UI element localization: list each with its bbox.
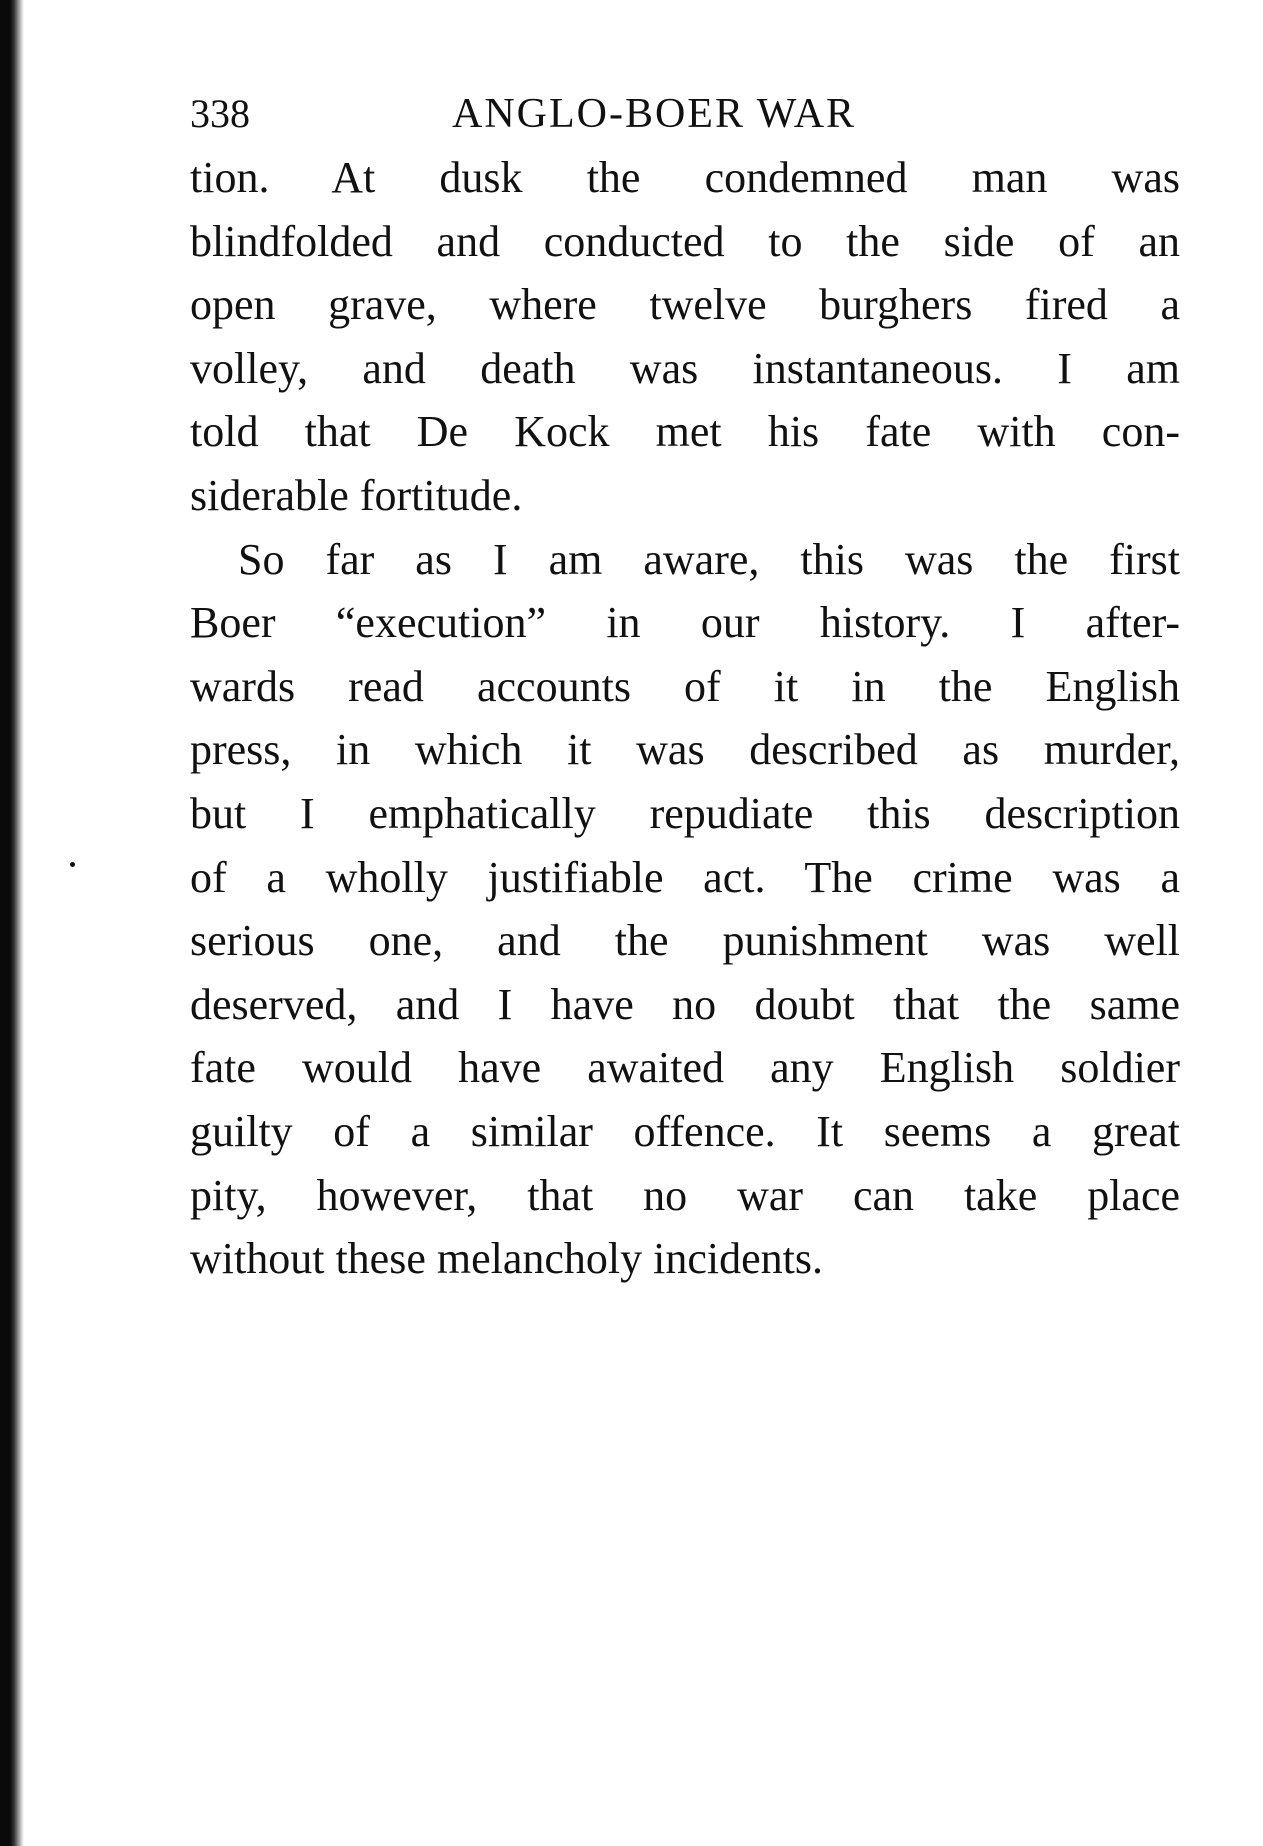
text-line: wards read accounts of it in the English — [190, 661, 1180, 711]
text-line: volley, and death was instantaneous. I am — [190, 343, 1180, 393]
text-line: guilty of a similar offence. It seems a great — [190, 1106, 1180, 1156]
text-line: of a wholly justifiable act. The crime was a — [190, 852, 1180, 902]
paragraph-2 — [190, 528, 1180, 1291]
text-line: but I emphatically repudiate this description — [190, 788, 1180, 838]
text-line: press, in which it was described as murder, — [190, 725, 1180, 775]
text-line: fate would have awaited any English soldier — [190, 1043, 1180, 1093]
body-text — [190, 146, 1180, 1291]
book-spine-edge — [0, 0, 24, 1846]
text-line: blindfolded and conducted to the side of an — [190, 216, 1180, 266]
text-line: told that De Kock met his fate with con- — [190, 407, 1180, 457]
text-line: deserved, and I have no doubt that the same — [190, 979, 1180, 1029]
page-header — [190, 84, 1180, 144]
text-line: So far as I am aware, this was the first — [238, 534, 1180, 584]
text-line: siderable fortitude. — [190, 470, 523, 520]
text-line: tion. At dusk the condemned man was — [190, 153, 1180, 202]
ink-speck — [70, 862, 75, 867]
text-line: open grave, where twelve burghers fired a — [190, 280, 1180, 330]
running-title: ANGLO-BOER WAR — [452, 91, 857, 137]
page-number: 338 — [190, 91, 250, 136]
text-line: pity, however, that no war can take place — [190, 1170, 1180, 1220]
text-line: Boer “execution” in our history. I after- — [190, 598, 1180, 648]
text-line: serious one, and the punishment was well — [190, 916, 1180, 966]
paragraph-1 — [190, 146, 1180, 528]
text-line: without these melancholy incidents. — [190, 1234, 823, 1284]
